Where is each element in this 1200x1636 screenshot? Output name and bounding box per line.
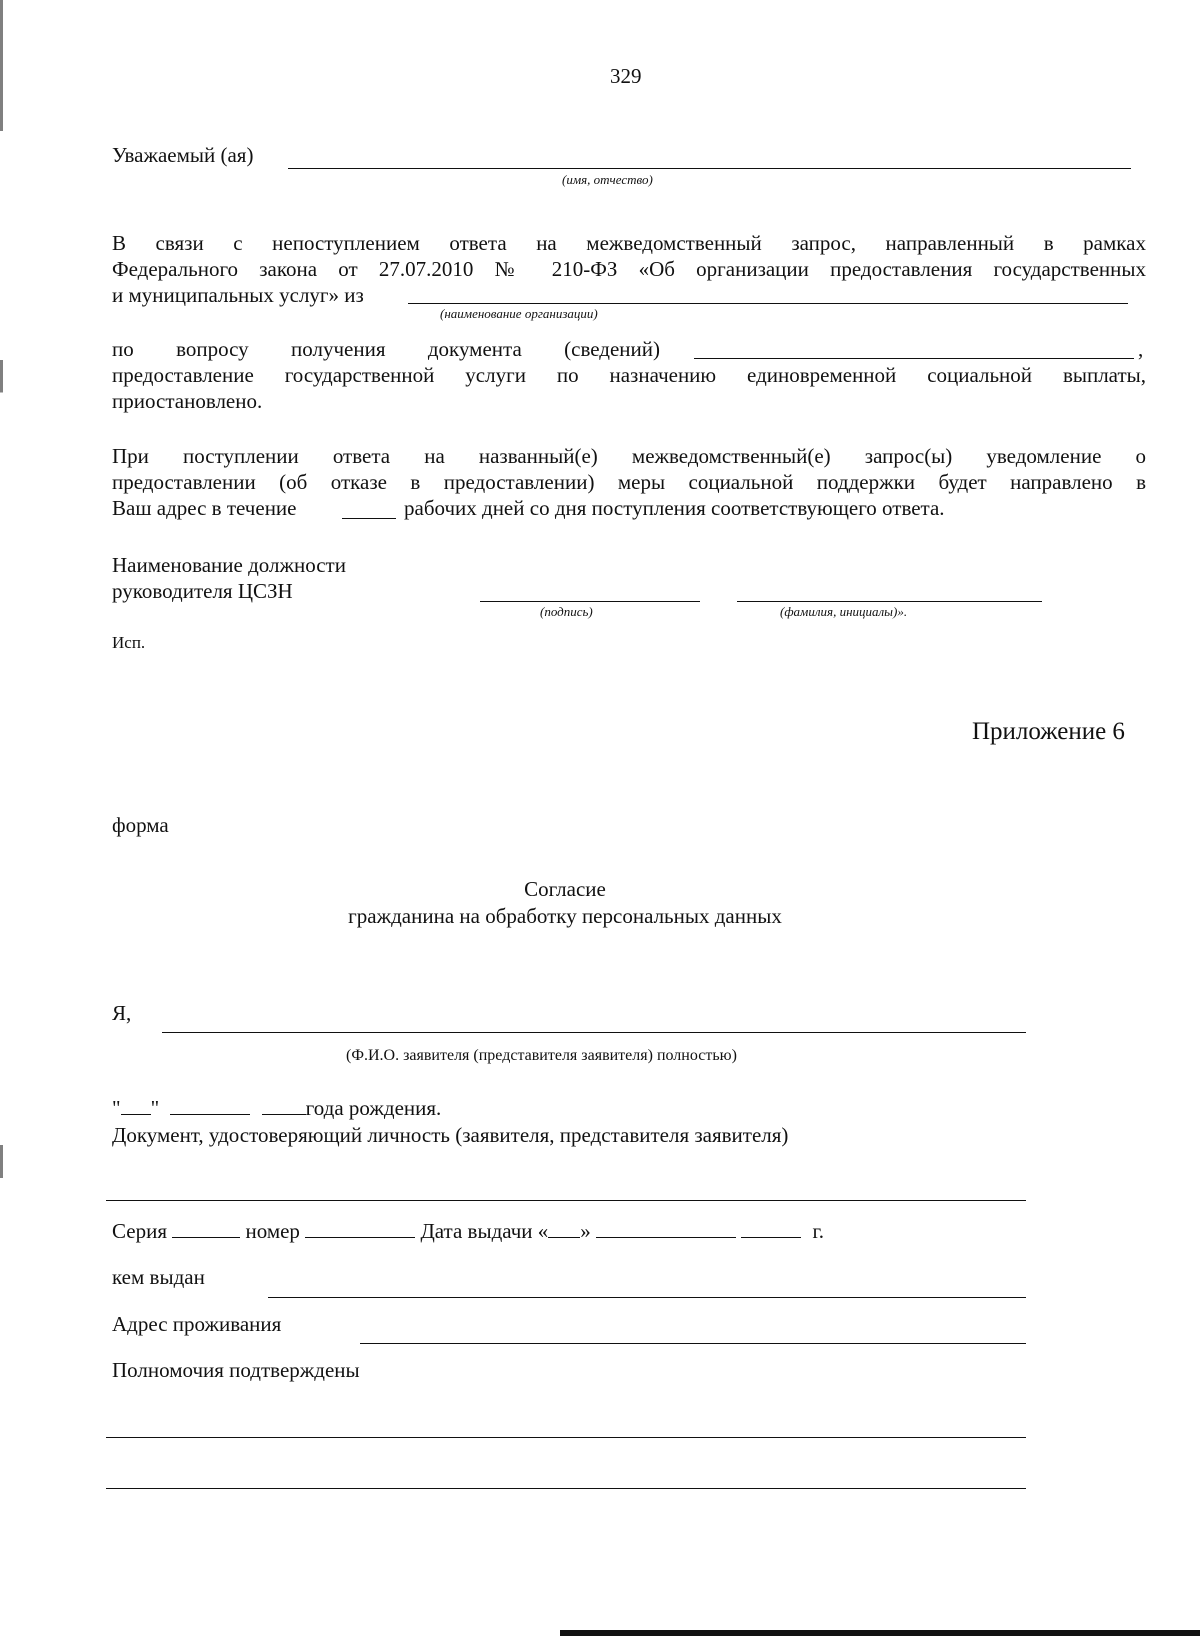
paragraph1-line3: и муниципальных услуг» из	[112, 283, 364, 307]
number-field[interactable]	[305, 1217, 415, 1238]
fio-caption: (фамилия, инициалы)».	[780, 604, 908, 619]
paragraph2-line2: предоставление государственной услуги по назначению единовременной социальной выплаты,	[112, 363, 1146, 387]
identity-document-field-line[interactable]	[106, 1200, 1026, 1201]
paragraph3-line3-start: Ваш адрес в течение	[112, 496, 297, 520]
dob-quote-open: "	[112, 1096, 121, 1120]
issue-day-field[interactable]	[548, 1217, 580, 1238]
scan-edge-bottom	[560, 1630, 1200, 1636]
issued-by-field-line[interactable]	[268, 1297, 1026, 1298]
document-field-line[interactable]	[694, 358, 1134, 359]
issue-year-field[interactable]	[741, 1217, 801, 1238]
signature-field-line[interactable]	[480, 601, 700, 602]
dob-quote-close: "	[150, 1096, 160, 1120]
address-field-line[interactable]	[360, 1343, 1026, 1344]
position-line1: Наименование должности	[112, 553, 346, 577]
name-field-line[interactable]	[288, 168, 1131, 169]
authority-field-line-1[interactable]	[106, 1437, 1026, 1438]
i-label: Я,	[112, 1001, 132, 1025]
paragraph1-line2: Федерального закона от 27.07.2010 № 210-ФЗ «Об организации предоставления государственных	[112, 257, 1146, 281]
identity-document-label: Документ, удостоверяющий личность (заявителя, представителя заявителя)	[112, 1123, 789, 1147]
issue-date-close: »	[580, 1219, 591, 1243]
consent-heading-title: Согласие	[524, 877, 606, 901]
issue-month-field[interactable]	[596, 1217, 736, 1238]
dob-row	[112, 1094, 441, 1121]
applicant-caption: (Ф.И.О. заявителя (представителя заявителя) полностью)	[346, 1047, 737, 1064]
passport-row	[112, 1217, 824, 1244]
paragraph3-line2: предоставлении (об отказе в предоставлении) меры социальной поддержки будет направлено в	[112, 470, 1146, 494]
paragraph1-line1: В связи с непоступлением ответа на межведомственный запрос, направленный в рамках	[112, 231, 1146, 255]
series-field[interactable]	[172, 1217, 240, 1238]
address-label: Адрес проживания	[112, 1312, 282, 1336]
name-caption: (имя, отчество)	[562, 172, 653, 187]
signature-caption: (подпись)	[540, 604, 593, 619]
paragraph2-line1: по вопросу получения документа (сведений)	[112, 337, 660, 361]
organization-field-line[interactable]	[408, 303, 1128, 304]
paragraph2-comma: ,	[1138, 337, 1144, 361]
paragraph3-line1: При поступлении ответа на названный(е) межведомственный(е) запрос(ы) уведомление о	[112, 444, 1146, 468]
series-label: Серия	[112, 1219, 167, 1243]
applicant-name-field-line[interactable]	[162, 1032, 1026, 1033]
scan-edge-left	[0, 0, 3, 1636]
issue-date-label: Дата выдачи «	[420, 1219, 549, 1243]
year-suffix: г.	[812, 1219, 825, 1243]
paragraph3-line3-end: рабочих дней со дня поступления соответствующего ответа.	[404, 496, 945, 520]
dob-label: года рождения.	[305, 1096, 442, 1120]
issued-by-label: кем выдан	[112, 1265, 205, 1289]
authority-label: Полномочия подтверждены	[112, 1358, 360, 1382]
salutation-label: Уважаемый (ая)	[112, 143, 254, 167]
fio-field-line[interactable]	[737, 601, 1042, 602]
consent-heading-line1	[0, 876, 1130, 902]
paragraph2-line3: приостановлено.	[112, 389, 263, 413]
consent-heading-line2	[0, 903, 1130, 929]
dob-year-field[interactable]	[262, 1094, 306, 1115]
appendix-title: Приложение 6	[972, 718, 1125, 745]
authority-field-line-2[interactable]	[106, 1488, 1026, 1489]
consent-heading-subtitle: гражданина на обработку персональных данных	[348, 904, 782, 928]
form-label: форма	[112, 813, 169, 837]
number-label: номер	[245, 1219, 300, 1243]
days-field-line[interactable]	[342, 518, 396, 519]
executor-label: Исп.	[112, 633, 146, 652]
page-number: 329	[610, 64, 642, 88]
organization-caption: (наименование организации)	[440, 306, 598, 321]
dob-day-field[interactable]	[121, 1094, 151, 1115]
dob-month-field[interactable]	[170, 1094, 250, 1115]
position-line2: руководителя ЦСЗН	[112, 579, 293, 603]
